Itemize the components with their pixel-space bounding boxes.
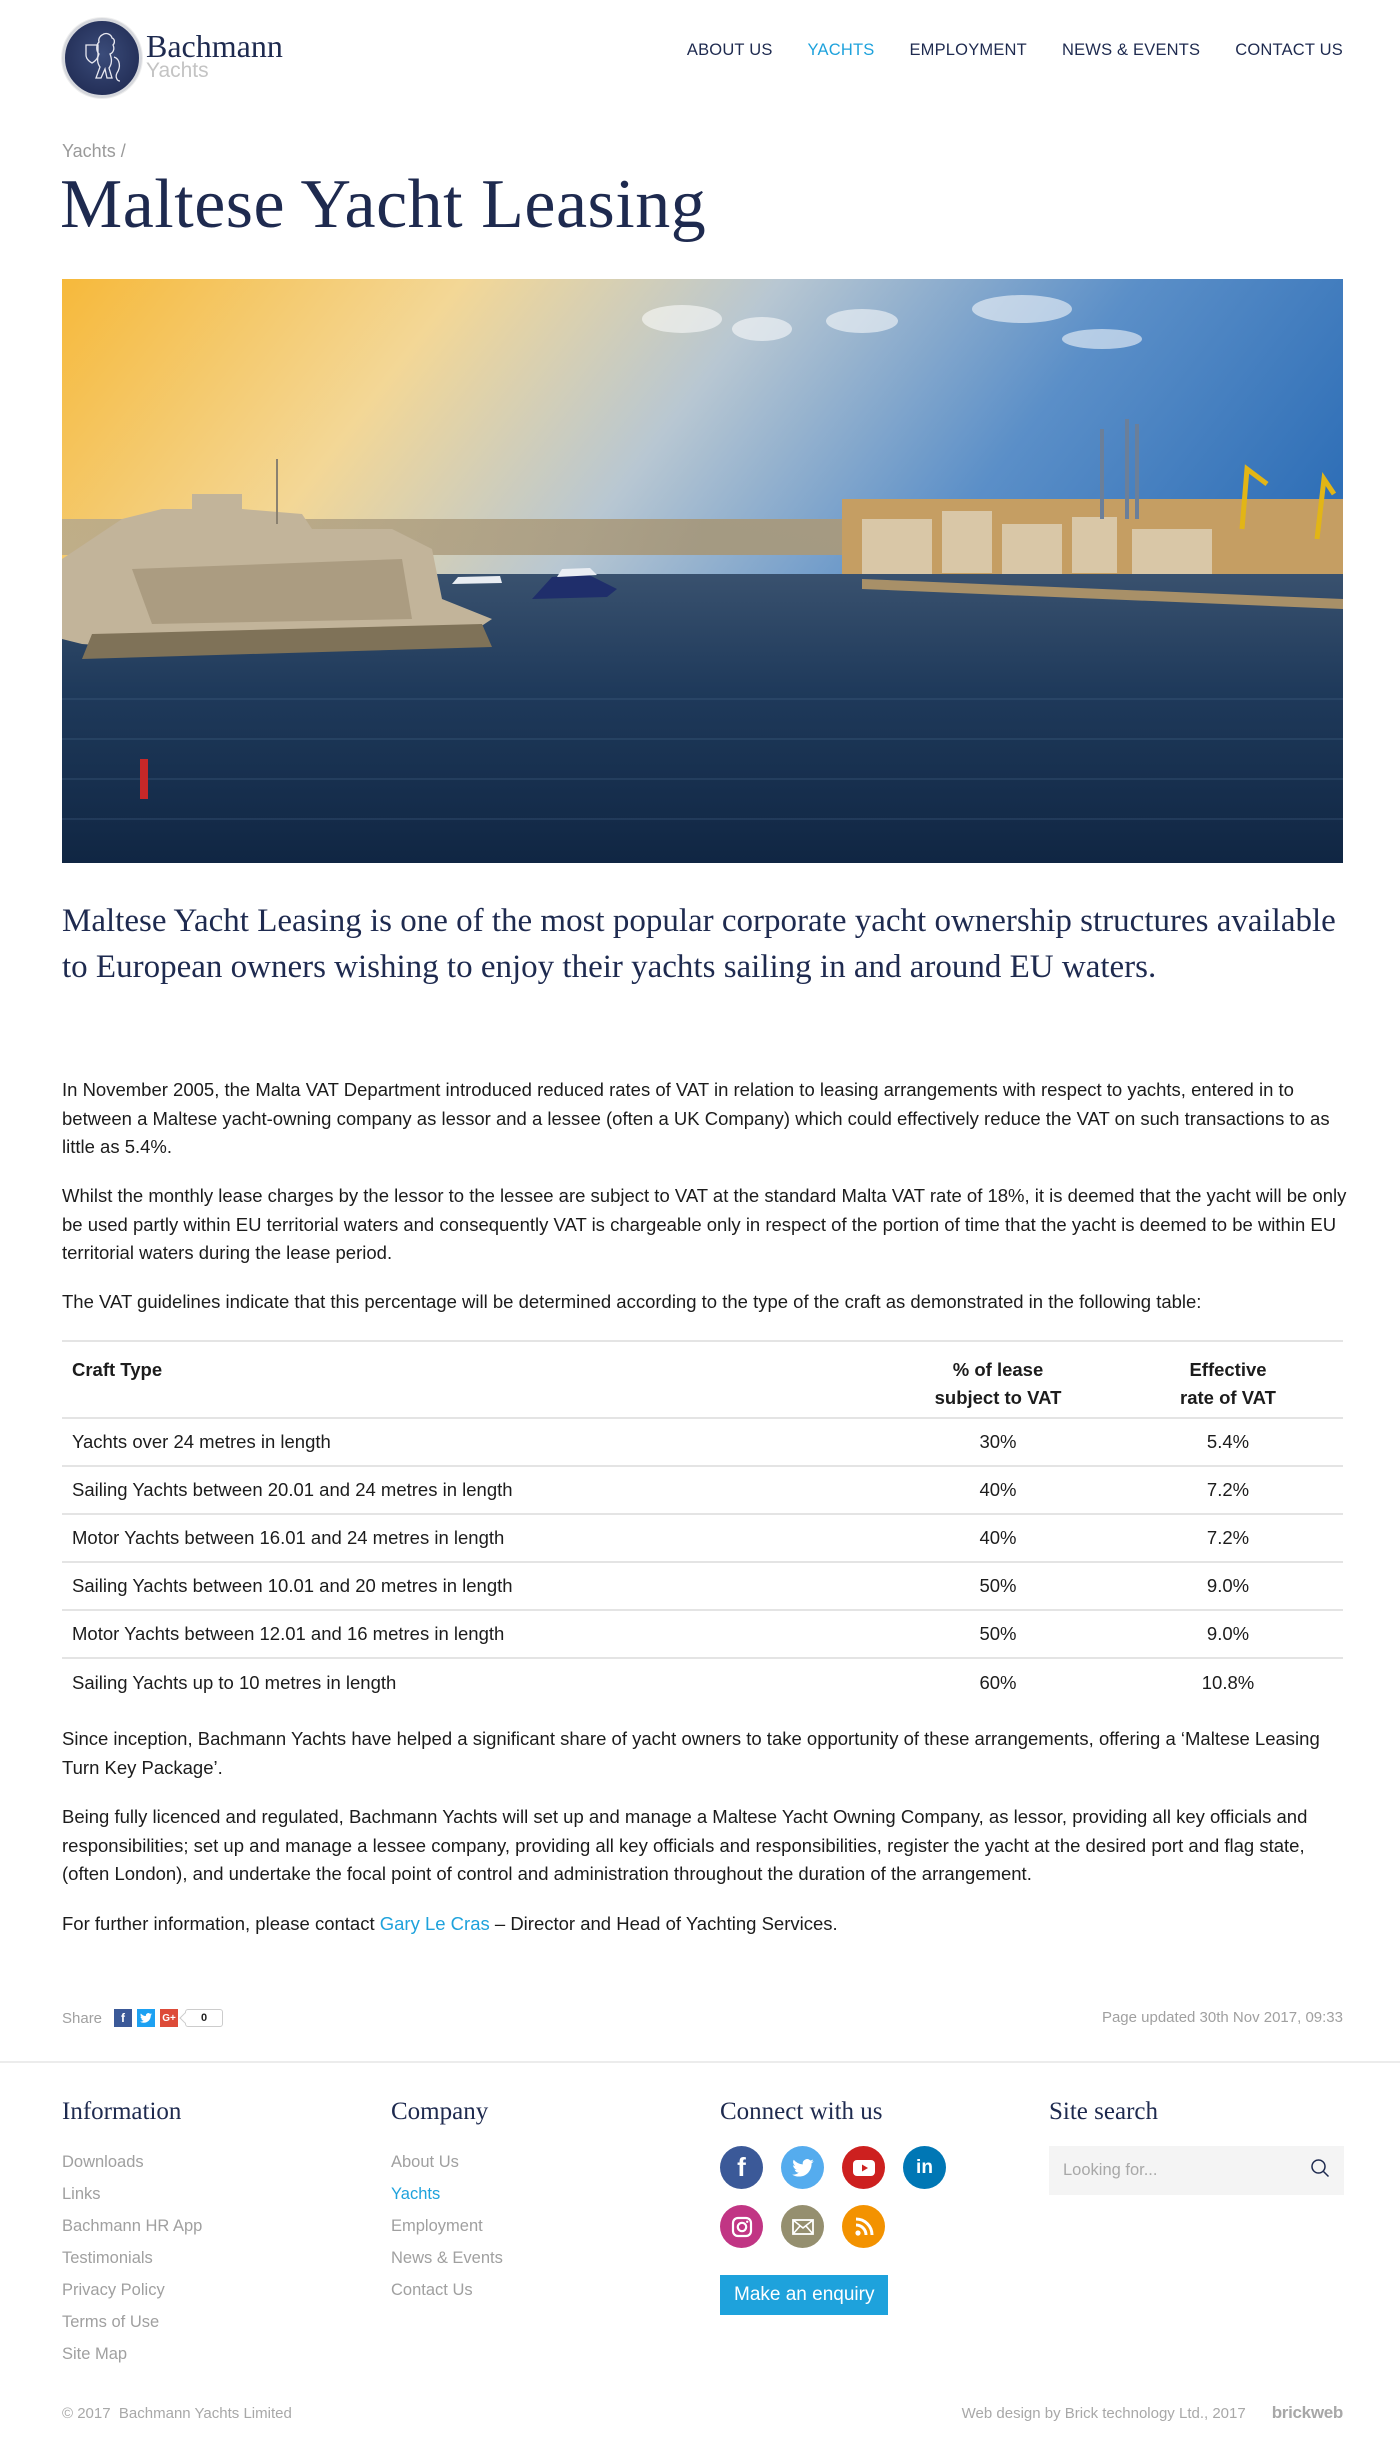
footer-search-title: Site search: [1049, 2098, 1158, 2125]
footer-site-search: [1049, 2098, 1344, 2195]
facebook-icon: f: [737, 2152, 746, 2182]
footer-information-title: Information: [62, 2098, 182, 2125]
effective-rate-cell: 7.2%: [1113, 1514, 1343, 1562]
instagram-icon: [731, 2216, 753, 2238]
facebook-icon: f: [121, 2011, 126, 2025]
nav-about-us[interactable]: ABOUT US: [686, 41, 773, 59]
twitter-icon: [140, 2013, 152, 2023]
footer-company: [391, 2098, 503, 2306]
email-icon: [792, 2219, 814, 2235]
make-enquiry-button[interactable]: Make an enquiry: [720, 2275, 888, 2315]
social-facebook-link[interactable]: [720, 2146, 763, 2189]
footer-divider: [0, 2061, 1400, 2063]
craft-type-cell: Motor Yachts between 16.01 and 24 metres in length: [62, 1514, 883, 1562]
effective-rate-cell: 7.2%: [1113, 1466, 1343, 1514]
nav-yachts[interactable]: YACHTS: [807, 41, 875, 59]
share-facebook-button[interactable]: [114, 2009, 132, 2027]
craft-type-cell: Sailing Yachts between 20.01 and 24 metres in length: [62, 1466, 883, 1514]
table-row: [62, 1562, 1343, 1610]
web-credit-link[interactable]: Web design by Brick technology Ltd., 2017: [961, 2404, 1246, 2422]
craft-type-cell: Sailing Yachts between 10.01 and 20 metres in length: [62, 1562, 883, 1610]
contact-paragraph: [62, 1910, 1347, 1939]
paragraph-2: Whilst the monthly lease charges by the lessor to the lessee are subject to VAT at the standard Malta VAT rate of 18%, it is deemed that the yacht will be only be used partly within EU territorial waters and consequently VAT is chargeable only in respect of the portion of time that the yacht is deemed to be within EU territorial waters during the lease period.: [62, 1185, 1347, 1263]
footer-connect: [720, 2098, 946, 2315]
social-youtube-link[interactable]: [842, 2146, 885, 2189]
contact-suffix: – Director and Head of Yachting Services.: [489, 1913, 838, 1934]
footer-link-testimonials[interactable]: Testimonials: [62, 2249, 153, 2267]
table-row: [62, 1610, 1343, 1658]
table-header-row: [62, 1341, 1343, 1418]
social-icons: [720, 2146, 946, 2248]
nav-employment[interactable]: EMPLOYMENT: [909, 41, 1027, 59]
breadcrumb: [62, 141, 126, 162]
table-row: [62, 1658, 1343, 1706]
craft-type-cell: Motor Yachts between 12.01 and 16 metres in length: [62, 1610, 883, 1658]
page-updated-timestamp: Page updated 30th Nov 2017, 09:33: [1101, 2009, 1343, 2026]
web-credit: [962, 2403, 1343, 2423]
footer-link-privacy-policy[interactable]: Privacy Policy: [62, 2281, 165, 2299]
footer-link-yachts[interactable]: Yachts: [391, 2185, 441, 2203]
brand-sub: Yachts: [146, 58, 209, 82]
logo[interactable]: [62, 18, 283, 98]
lease-percent-cell: 40%: [883, 1514, 1113, 1562]
paragraph-5: Being fully licenced and regulated, Bachmann Yachts will set up and manage a Maltese Yacht Owning Company, as lessor, providing all key officials and responsibilities; set up and manage a lessee company, providing all key officials and responsibilities, register the yacht at the desired port and flag state, (often London), and undertake the focal point of control and administration throughout the duration of the arrangement.: [62, 1806, 1308, 1884]
vat-table: [62, 1340, 1343, 1706]
footer-link-hr-app[interactable]: Bachmann HR App: [62, 2217, 203, 2235]
social-twitter-link[interactable]: [781, 2146, 824, 2189]
main-nav: [687, 41, 1343, 60]
copyright: © 2017 Bachmann Yachts Limited: [62, 2405, 292, 2422]
header-craft-type: Craft Type: [62, 1341, 883, 1418]
share-bar: [62, 2009, 223, 2027]
footer-link-about-us[interactable]: About Us: [391, 2153, 459, 2171]
craft-type-cell: Yachts over 24 metres in length: [62, 1418, 883, 1466]
linkedin-icon: in: [916, 2156, 933, 2178]
lease-percent-cell: 50%: [883, 1610, 1113, 1658]
effective-rate-cell: 9.0%: [1113, 1610, 1343, 1658]
search-icon[interactable]: [1310, 2158, 1330, 2183]
share-twitter-button[interactable]: [137, 2009, 155, 2027]
lion-crest-icon: [62, 18, 142, 98]
effective-rate-cell: 10.8%: [1113, 1658, 1343, 1706]
lease-percent-cell: 40%: [883, 1466, 1113, 1514]
share-label: Share: [62, 2009, 103, 2027]
share-google-plus-button[interactable]: [160, 2009, 178, 2027]
table-row: [62, 1514, 1343, 1562]
footer-link-employment[interactable]: Employment: [391, 2217, 483, 2235]
brickweb-logo[interactable]: brickweb: [1271, 2403, 1343, 2422]
paragraph-1: In November 2005, the Malta VAT Department introduced reduced rates of VAT in relation to leasing arrangements with respect to yachts, entered in to between a Maltese yacht-owning company as lessor and a lessee (often a UK Company) which could effectively reduce the VAT on such transactions to as little as 5.4%.: [62, 1079, 1330, 1157]
nav-news-events[interactable]: NEWS & EVENTS: [1061, 41, 1201, 59]
footer-link-terms-of-use[interactable]: Terms of Use: [62, 2313, 160, 2331]
paragraph-4: Since inception, Bachmann Yachts have helped a significant share of yacht owners to take opportunity of these arrangements, offering a ‘Maltese Leasing Turn Key Package’.: [62, 1728, 1320, 1778]
paragraph-3: The VAT guidelines indicate that this percentage will be determined according to the type of the craft as demonstrated in the following table:: [62, 1291, 1202, 1312]
footer-company-title: Company: [391, 2098, 489, 2125]
header-effective-rate: Effective rate of VAT: [1113, 1341, 1343, 1418]
footer-information: [62, 2098, 202, 2370]
footer-link-downloads[interactable]: Downloads: [62, 2153, 144, 2171]
google-plus-icon: G+: [162, 2012, 176, 2024]
lead-paragraph: Maltese Yacht Leasing is one of the most popular corporate yacht ownership structures available to European owners wishing to enjoy their yachts sailing in and around EU waters.: [62, 903, 1336, 985]
lease-percent-cell: 60%: [883, 1658, 1113, 1706]
contact-link-gary-le-cras[interactable]: Gary Le Cras: [379, 1913, 490, 1934]
social-instagram-link[interactable]: [720, 2205, 763, 2248]
footer-link-links[interactable]: Links: [62, 2185, 101, 2203]
header-lease-subject-vat: % of lease subject to VAT: [883, 1341, 1113, 1418]
lease-percent-cell: 50%: [883, 1562, 1113, 1610]
social-rss-link[interactable]: [842, 2205, 885, 2248]
site-search-box: [1049, 2146, 1344, 2195]
hero-image: [62, 279, 1343, 863]
footer-link-site-map[interactable]: Site Map: [62, 2345, 128, 2363]
footer-link-contact-us[interactable]: Contact Us: [391, 2281, 473, 2299]
table-row: [62, 1466, 1343, 1514]
youtube-icon: [853, 2160, 875, 2176]
rss-icon: [854, 2217, 874, 2237]
site-search-input[interactable]: [1063, 2161, 1283, 2180]
page-title: Maltese Yacht Leasing: [60, 166, 707, 243]
twitter-icon: [792, 2159, 814, 2177]
brand-name: Bachmann: [146, 27, 283, 64]
footer-link-news-events[interactable]: News & Events: [391, 2249, 503, 2267]
social-linkedin-link[interactable]: [903, 2146, 946, 2189]
share-count: 0: [185, 2009, 223, 2027]
social-email-link[interactable]: [781, 2205, 824, 2248]
nav-contact-us[interactable]: CONTACT US: [1235, 41, 1343, 59]
table-row: [62, 1418, 1343, 1466]
footer-connect-title: Connect with us: [720, 2098, 883, 2125]
effective-rate-cell: 9.0%: [1113, 1562, 1343, 1610]
craft-type-cell: Sailing Yachts up to 10 metres in length: [62, 1658, 883, 1706]
contact-prefix: For further information, please contact: [62, 1913, 380, 1934]
lease-percent-cell: 30%: [883, 1418, 1113, 1466]
breadcrumb-separator: /: [120, 141, 126, 161]
effective-rate-cell: 5.4%: [1113, 1418, 1343, 1466]
breadcrumb-yachts[interactable]: Yachts: [62, 141, 116, 161]
